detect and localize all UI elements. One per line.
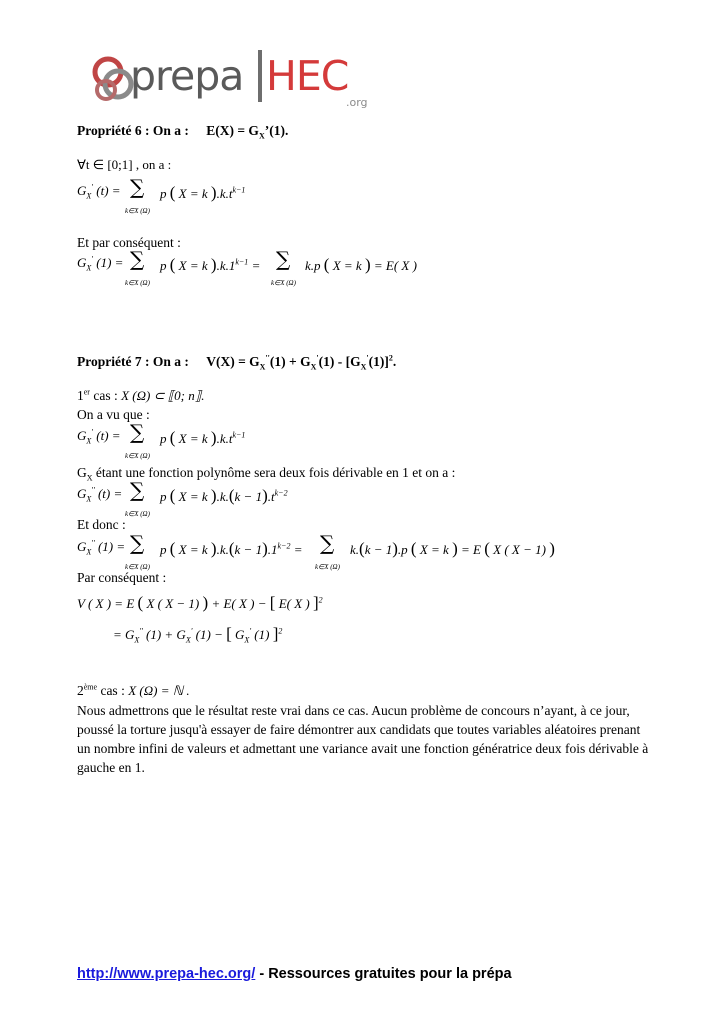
prop7-heading — [77, 354, 396, 370]
prepa-hec-logo — [88, 48, 388, 116]
formula-gx-t: $G_X'$ (t) = — [77, 182, 121, 201]
logo-prepa-text: prepa — [130, 52, 244, 100]
logo-hec-text: HEC — [266, 52, 349, 100]
footer-text: - Ressources gratuites pour la prépa — [255, 966, 512, 982]
sum-symbol: ∑ — [130, 175, 145, 199]
formula-gx-t-2-body: p ( X = k )$.k.t^{k-1}$ — [160, 428, 246, 447]
consequently-2: Par conséquent : — [77, 570, 167, 585]
therefore-line: Et donc : — [77, 517, 126, 532]
formula-gx-second-1: $G_X''$ (1) = — [77, 538, 126, 557]
polynome-line: $G_X$ étant une fonction polynôme sera deux fois dérivable en 1 et on a : — [77, 465, 456, 483]
case-2-formula: X (Ω) = ℕ . — [128, 683, 190, 698]
prop6-label: Propriété 6 : On a : — [77, 123, 189, 138]
forall-line: ∀t ∈ [0;1] , on a : — [77, 157, 172, 172]
sum-index: k∈X (Ω) — [271, 279, 296, 287]
prop7-statement: $V(X) = G_X''(1) + G_X'(1) - [G_X'(1)]^2$. — [206, 353, 397, 372]
formula-gx-1: $G_X'$ (1) = — [77, 254, 124, 273]
case-1-line: 1er cas : X (Ω) ⊂ ⟦0; n⟧. — [77, 387, 205, 403]
sum-index: k∈X (Ω) — [125, 563, 150, 571]
formula-gx-second-1-body: p ( X = k )$.k.(k - 1).1^{k-2}$ = — [160, 539, 303, 558]
formula-gx-second-1-result: k.(k − 1).p ( X = k ) = E ( X ( X − 1) ) — [350, 539, 555, 558]
logo-divider — [258, 50, 262, 102]
formula-variance-2: = $G_X''$ $(1) + G_X'$ (1) − [ $G_X'$ (1) ]$^2$ — [113, 624, 283, 645]
sum-symbol: ∑ — [276, 247, 291, 271]
formula-gx-1-body: p ( X = k )$.k.1^{k-1}$ = — [160, 255, 261, 274]
prop6-statement: $E(X) = G_X’(1)$. — [206, 123, 289, 141]
sum-symbol: ∑ — [130, 420, 145, 444]
sum-symbol: ∑ — [130, 247, 145, 271]
formula-gx-second-t-body: p ( X = k )$.k.(k - 1).t^{k-2}$ — [160, 486, 288, 505]
seen-line: On a vu que : — [77, 407, 150, 422]
sum-index: k∈X (Ω) — [125, 452, 150, 460]
sum-index: k∈X (Ω) — [315, 563, 340, 571]
footer-link[interactable]: http://www.prepa-hec.org/ — [77, 966, 256, 982]
sum-symbol: ∑ — [320, 531, 335, 555]
case-1-formula: X (Ω) ⊂ ⟦0; n⟧. — [121, 388, 205, 403]
sum-symbol: ∑ — [130, 478, 145, 502]
sum-index: k∈X (Ω) — [125, 207, 150, 215]
sum-index: k∈X (Ω) — [125, 510, 150, 518]
explanation-paragraph: Nous admettrons que le résultat reste vrai dans ce cas. Aucun problème de concours n’ayant, à ce jour, poussé la torture jusqu'à essayer de faire démontrer aux candidats que toutes variables aléatoires prenant un nombre infini de valeurs et admettant une variance avait une fonction génératrice deux fois dérivable à gauche en 1. — [77, 703, 649, 775]
prop7-label: Propriété 7 : On a : — [77, 354, 189, 369]
logo-org-text: .org — [346, 96, 368, 109]
case-2-line: 2ème cas : X (Ω) = ℕ . — [77, 682, 190, 698]
sum-symbol: ∑ — [130, 531, 145, 555]
consequently-1: Et par conséquent : — [77, 235, 181, 250]
footer — [77, 966, 512, 982]
formula-gx-second-t: $G_X''$ (t) = — [77, 485, 123, 504]
formula-gx-t-body: p ( X = k )$.k.t^{k-1}$ — [160, 183, 246, 202]
formula-gx-t-2: $G_X'$ (t) = — [77, 427, 121, 446]
prop6-heading — [77, 123, 288, 139]
sum-index: k∈X (Ω) — [125, 279, 150, 287]
formula-variance-1: V ( X ) = E ( X ( X − 1) ) + E( X ) − [ E( X ) ]$^2$ — [77, 593, 323, 612]
formula-gx-1-result: k.p ( X = k ) = E( X ) — [305, 255, 417, 274]
